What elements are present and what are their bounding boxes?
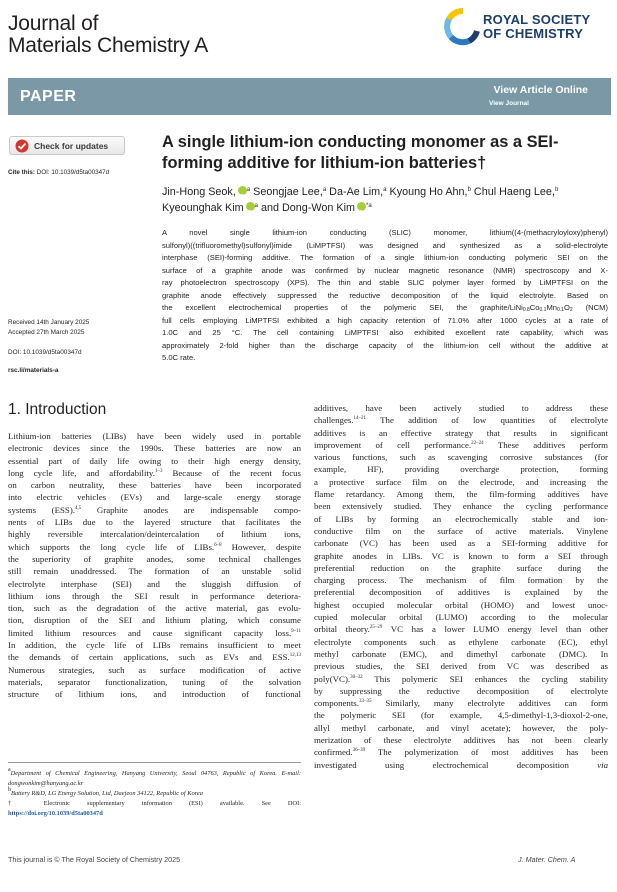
body-line: preferential decomposition of additives is explained by the — [314, 587, 608, 598]
body-text: Because of the recent focus — [162, 467, 301, 478]
body-text: long cycle life, and affordability. — [8, 467, 155, 478]
body-line: nents of LIBs due to the layered structure that facilitates the — [8, 517, 301, 528]
body-line: into electric vehicles (EVs) and large-scale energy storage — [8, 492, 301, 503]
cite-doi[interactable]: DOI: 10.1039/d5ta00347d — [34, 169, 110, 176]
body-text: confirmed. — [314, 747, 353, 758]
abstract-text: O — [563, 303, 570, 313]
reference-link[interactable]: 25–29 — [369, 625, 383, 631]
reference-link[interactable]: 12,13 — [289, 653, 301, 659]
section-heading: 1. Introduction — [8, 401, 107, 418]
journal-abbrev-footer: J. Mater. Chem. A — [518, 855, 576, 864]
body-line: various functions, such as scavenging corrosive substances (for — [314, 452, 608, 463]
body-line: the polymeric SEI (for example, 4,5-dimethyl-1,3-dioxol-2-one, — [314, 710, 608, 721]
view-article-online-link[interactable]: View Article Online — [493, 84, 588, 96]
abstract-text: Mn — [546, 303, 557, 313]
body-line: charging process. The mechanism of film formation by the — [314, 575, 608, 586]
body-text: These additives perform — [483, 439, 608, 450]
body-text: systems (ESS). — [8, 504, 76, 515]
article-title — [162, 132, 607, 174]
abstract-text: the excellent electrochemical properties of the polymeric SEI, the graphite/LiNi — [162, 303, 523, 313]
affiliation-mark: a — [383, 187, 387, 193]
affiliation-mark: b — [554, 187, 559, 193]
body-line: flame retardancy. Among them, the film-forming additives have — [314, 489, 608, 500]
body-line: allyl methyl carbonate, and vinyl acetate); however, the poly- — [314, 722, 608, 733]
author-name[interactable]: Jin-Hong Seok, — [162, 186, 236, 198]
publisher-name — [483, 13, 590, 41]
footnote-esi — [8, 799, 301, 809]
author-list — [162, 184, 609, 216]
body-line: merization of these electrolyte additives has not been clearly — [314, 735, 608, 746]
author-name[interactable]: Chul Haeng Lee, — [470, 186, 555, 198]
footnote-divider — [8, 762, 301, 763]
author-name[interactable]: Kyeounghak Kim — [162, 202, 244, 214]
view-journal-link[interactable]: View Journal — [489, 100, 529, 107]
body-line: methyl carbonate (EMC), and dimethyl carbonate (DMC). In — [314, 648, 608, 659]
abstract — [162, 227, 608, 365]
body-line — [8, 504, 301, 516]
body-line: lithium ions through the SEI result in performance deteriora- — [8, 590, 301, 601]
body-line: of LIBs by forming an electrochemically stable and ion- — [314, 513, 608, 524]
body-line: highly reversible intercalation/deintercalation of lithium ions, — [8, 529, 301, 540]
author-line1 — [162, 184, 609, 200]
abstract-line — [162, 302, 608, 315]
affiliation-mark: a — [8, 767, 11, 773]
check-updates-label: Check for updates — [34, 140, 109, 151]
reference-link[interactable]: 14–21 — [353, 416, 367, 422]
footnote-text: Department of Chemical Engineering, Hanyang University, Seoul 04763, Republic of Korea. E-mail: dongwonkim@hanyang.ac.kr — [8, 770, 301, 787]
abstract-line: interphase (SEI)-forming additive. The formation of a single lithium-ion conducting polymeric SEI on the — [162, 253, 608, 263]
body-line: tion, disruption of the SEI and lithium plating, which consume — [8, 615, 301, 626]
body-text: components. — [314, 698, 359, 709]
body-line: graphite anodes in LIBs. VC is known to form a SEI through — [314, 550, 608, 561]
body-line: been extensively studied. They enhance the cycling performance — [314, 501, 608, 512]
abstract-line: ray photoelectron spectroscopy (XPS). The thin and stable SLIC polymer layer formed by LiMPTFSI on the — [162, 278, 608, 288]
footnote-affiliation-a — [8, 769, 301, 789]
orcid-icon[interactable] — [246, 202, 255, 211]
body-text: the demands of certain applications, such as EVs and ESS. — [8, 652, 290, 663]
publisher-line1: ROYAL SOCIETY — [483, 12, 591, 27]
body-line — [8, 651, 301, 663]
abstract-line: 1.0C and 25 °C. The cell containing LiMPTFSI also exhibited excellent rate capability, which was — [162, 328, 608, 338]
article-type-label: PAPER — [20, 88, 77, 105]
abstract-line: 5.0C rate. — [162, 353, 196, 363]
body-line: additives is an effective strategy that results in significant — [314, 427, 608, 438]
body-line — [314, 673, 608, 685]
body-line: electrolyte components such as ethylene carbonate (EC), ethyl — [314, 636, 608, 647]
body-line: structure of lithium ions, and introduction of functional — [8, 689, 301, 700]
journal-link[interactable]: rsc.li/materials-a — [8, 367, 59, 374]
body-line — [314, 697, 608, 709]
journal-title-line2: Materials Chemistry A — [8, 34, 209, 57]
footnote-text: Battery R&D, LG Energy Solution, Ltd, Daejeon 34122, Republic of Korea — [11, 790, 203, 797]
body-line: Lithium-ion batteries (LIBs) have been widely used in portable — [8, 431, 301, 441]
body-right-column — [314, 402, 608, 771]
affiliation-mark: b — [8, 787, 11, 793]
received-date: Received 14th January 2025 — [8, 319, 90, 326]
body-line — [8, 541, 301, 553]
subscript: 0.1 — [539, 307, 547, 314]
title-line2: forming additive for lithium-ion batteries† — [162, 154, 487, 172]
check-for-updates-button[interactable] — [9, 136, 125, 155]
reference-link[interactable]: 30–32 — [350, 674, 363, 680]
reference-link[interactable]: 1–3 — [154, 468, 163, 474]
author-name[interactable]: Da-Ae Lim, — [326, 186, 384, 198]
body-line: a protective surface film on the electrode, and increasing the — [314, 476, 608, 487]
body-line: preferential reduction on the graphite surface during the — [314, 562, 608, 573]
body-line: Numerous strategies, such as surface modification of active — [8, 664, 301, 675]
doi-label[interactable]: DOI: 10.1039/d5ta00347d — [8, 349, 82, 356]
journal-title-line1: Journal of — [8, 12, 99, 35]
body-line: by suppressing the reductive decomposition of electrolyte — [314, 685, 608, 696]
abstract-text: (NCM) — [572, 303, 608, 313]
body-line: still remain unaddressed. The formation of an unstable solid — [8, 566, 301, 577]
abstract-line: graphite anode effectively suppressed the reductive decomposition of the liquid electrolyte. Based on — [162, 290, 608, 300]
body-text: The polymerization of most additives has been — [365, 747, 608, 758]
subscript: 2 — [569, 307, 573, 314]
body-line: previous studies, the SEI derived from VC was described as — [314, 661, 608, 672]
body-text-italic: via — [597, 759, 608, 770]
body-text: investigated using electrochemical decomposition — [314, 759, 569, 770]
body-line: conductive film on the surface of active materials. Vinylene — [314, 525, 608, 536]
body-line: In addition, the cycle life of LIBs remains insufficient to meet — [8, 640, 301, 651]
reference-link[interactable]: 36–39 — [352, 748, 366, 754]
body-line: example, HF), providing overcharge protection, forming — [314, 464, 608, 475]
body-line: tion, such as the degradation of the active material, gas evolu- — [8, 603, 301, 614]
body-line: on carbon neutrality, these batteries have been incorporated — [8, 480, 301, 491]
body-line — [314, 414, 608, 426]
body-text: limited lithium resources and cause significant capacity loss. — [8, 627, 292, 638]
body-text: poly(VC). — [314, 673, 351, 684]
body-text: Similarly, many electrolyte additives can form — [371, 698, 608, 709]
body-line: materials, separator functionalization, tuning of the solvation — [8, 676, 301, 687]
body-text: improvement of cell performance. — [314, 439, 472, 450]
cite-prefix: Cite this: — [8, 169, 35, 176]
body-line — [314, 439, 608, 451]
cite-this — [8, 169, 109, 176]
copyright-footer: This journal is © The Royal Society of Chemistry 2025 — [8, 855, 181, 864]
body-left-column — [8, 430, 301, 701]
body-line: electronic devices since the 1990s. These batteries are now an — [8, 443, 301, 454]
abstract-line: full cells employing LiMPTFSI exhibited a high capacity retention of 71.0% after 1000 cycles at a rate of — [162, 315, 608, 325]
body-line — [314, 623, 608, 635]
body-line: electrolyte interphase (SEI) and the sluggish diffusion of — [8, 578, 301, 589]
body-text: which supports the long cycle life of LIBs. — [8, 541, 215, 552]
affiliation-mark: *a — [366, 203, 372, 209]
body-line: highest occupied molecular orbital (HOMO) and lowest unoc- — [314, 599, 608, 610]
author-line2 — [162, 200, 609, 216]
body-line — [8, 627, 301, 639]
author-name[interactable]: Seongjae Lee, — [250, 186, 323, 198]
check-updates-icon — [15, 139, 29, 153]
publisher-line2: OF CHEMISTRY — [483, 26, 584, 41]
body-line: additives, have been actively studied to address these — [314, 403, 608, 413]
body-line — [314, 759, 608, 771]
footnote-affiliation-b — [8, 789, 301, 799]
orcid-icon[interactable] — [238, 186, 247, 195]
affiliation-mark: b — [467, 187, 471, 193]
footnote-text: † Electronic supplementary information (ESI) available. See DOI: — [8, 800, 301, 807]
subscript: 0.1 — [557, 307, 564, 314]
accepted-date: Accepted 27th March 2025 — [8, 329, 85, 336]
title-line1: A single lithium-ion conducting monomer as a SEI- — [162, 133, 559, 151]
subscript: 0.8 — [522, 307, 530, 314]
article-type-band — [8, 78, 611, 115]
body-text: VC has a lower LUMO energy level than other — [382, 624, 608, 635]
body-text: However, despite — [221, 541, 301, 552]
reference-link[interactable]: 6–8 — [214, 542, 222, 548]
body-text: This polymeric SEI enhances the cycling stability — [362, 673, 608, 684]
abstract-line: A novel single lithium-ion conducting (SLIC) monomer, lithium((4-(methacryloyloxy)phenyl) — [162, 228, 608, 237]
body-text: challenges. — [314, 415, 354, 426]
abstract-line: surface of a graphite anode was confirmed by nuclear magnetic resonance (NMR) spectroscopy and X- — [162, 265, 608, 275]
orcid-icon[interactable] — [357, 202, 366, 211]
body-line: the superiority of graphite anodes, some technical challenges — [8, 553, 301, 564]
abstract-line: approximately 2-fold higher than the discharge capacity of the lithium-ion cell without the additive at — [162, 340, 608, 350]
affiliation-mark: a — [254, 203, 258, 209]
body-line: cupied molecular orbital (LUMO) according to the molecular — [314, 612, 608, 623]
footnotes — [8, 769, 301, 819]
body-line: carbonate (VC) has been used as a SEI-forming additive for — [314, 538, 608, 549]
body-line — [8, 467, 301, 479]
abstract-line: sulfonyl)((trifluoromethyl)sulfonyl)imide (LiMPTFSI) was designed and synthesized as a solid-electrolyte — [162, 240, 608, 250]
reference-link[interactable]: 4,5 — [75, 505, 82, 511]
abstract-text: Co — [529, 303, 540, 313]
body-text: Graphite anodes are indispensable compo- — [81, 504, 301, 515]
body-text: orbital theory. — [314, 624, 370, 635]
body-text: The addition of low quantities of electrolyte — [366, 415, 608, 426]
affiliation-mark: a — [246, 187, 251, 193]
body-line — [314, 746, 608, 758]
affiliation-mark: a — [322, 187, 327, 193]
author-name[interactable]: and Dong-Won Kim — [257, 202, 356, 214]
reference-link[interactable]: 22–24 — [471, 440, 484, 446]
journal-title — [8, 13, 208, 57]
reference-link[interactable]: 9–11 — [291, 628, 301, 634]
footnote-esi-link[interactable]: https://doi.org/10.1039/d5ta00347d — [8, 810, 103, 817]
author-name[interactable]: Kyoung Ho Ahn, — [386, 186, 468, 198]
reference-link[interactable]: 33–35 — [358, 699, 372, 705]
body-line: essential part of daily life owing to their high energy density, — [8, 455, 301, 466]
